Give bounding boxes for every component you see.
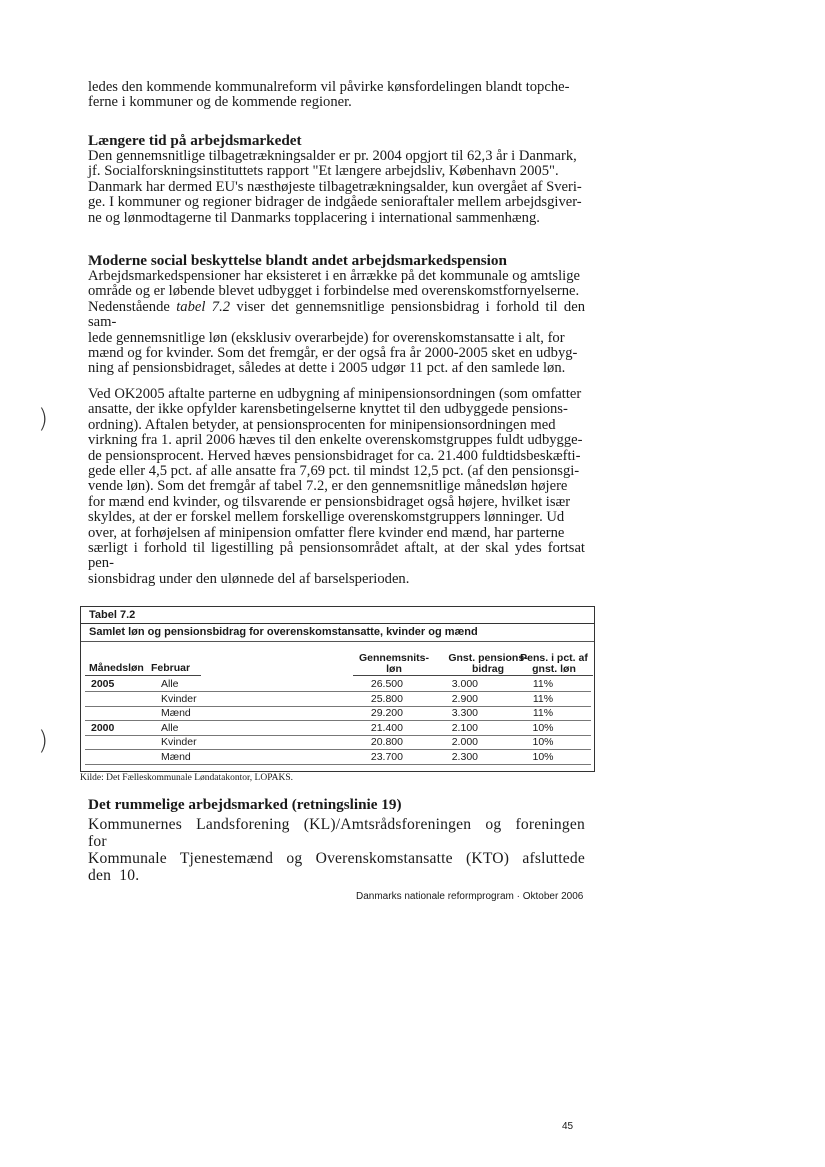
- row-pension: 3.000: [451, 678, 478, 690]
- header-line: løn: [386, 663, 402, 675]
- header-line: gnst. løn: [532, 663, 576, 675]
- row-year: 2005: [91, 678, 115, 690]
- paragraph-line: ordning). Aftalen betyder, at pensionsprocenten for minipensionsordningen med: [88, 416, 556, 433]
- row-pension: 3.300: [451, 707, 478, 719]
- row-group: Alle: [161, 721, 179, 734]
- row-group: Mænd: [161, 750, 191, 763]
- paragraph-line: vende løn). Som det fremgår af tabel 7.2, er den gennemsnitlige månedsløn højere: [88, 478, 568, 495]
- intro-paragraph: [88, 80, 585, 111]
- table-divider: [81, 623, 594, 624]
- paragraph-line: Ved OK2005 aftalte parterne en udbygning af minipensionsordningen (som omfatter: [88, 386, 582, 402]
- paragraph-line: ansatte, der ikke opfylder karensbetingelserne knyttet til den udbyggede pensions-: [88, 401, 568, 418]
- intro-line: ferne i kommuner og de kommende regioner.: [88, 94, 352, 111]
- section-paragraph-ok2005: [88, 387, 585, 587]
- paragraph-line: for mænd end kvinder, og tilsvarende er pensionsbidraget også højere, hvilket især: [88, 493, 571, 510]
- line-text: Nedenstående: [88, 298, 177, 315]
- section-paragraph-pension: [88, 269, 585, 377]
- paragraph-line: Danmark har dermed EU's næsthøjeste tilbagetrækningsalder, kun overgået af Sveri-: [88, 178, 582, 195]
- paragraph-line: ge. I kommuner og regioner bidrager de indgåede senioraftaler mellem arbejdsgiver-: [88, 194, 582, 211]
- table-reference: tabel 7.2: [176, 298, 231, 315]
- binding-hole-mark-lower: ): [38, 726, 49, 756]
- row-salary: 29.200: [370, 707, 403, 719]
- row-pct: 10%: [532, 721, 554, 734]
- table-divider: [81, 641, 594, 642]
- table-title: Samlet løn og pensionsbidrag for overenskomstansatte, kvinder og mænd: [89, 626, 478, 638]
- row-pct: 10%: [532, 750, 554, 763]
- paragraph-line: virkning fra 1. april 2006 hæves til den enkelte overenskomstgruppes fuldt udbygge-: [88, 432, 583, 449]
- paragraph-line: Kommunernes Landsforening (KL)/Amtsrådsforeningen og foreningen for: [88, 816, 585, 850]
- line-text: viser det gennemsnitlige pensionsbidrag i forhold til den sam-: [88, 298, 585, 331]
- row-pension: 2.300: [451, 750, 478, 763]
- header-underline: [353, 675, 593, 676]
- header-line: bidrag: [471, 663, 505, 675]
- paragraph-line: sionsbidrag under den ulønnede del af barselsperioden.: [88, 570, 410, 587]
- row-salary: 21.400: [370, 721, 403, 734]
- paragraph-line: skyldes, at der er forskel mellem forskellige overenskomstgruppers lønninger. Ud: [88, 509, 565, 526]
- paragraph-line: ning af pensionsbidraget, således at dette i 2005 udgør 11 pct. af den samlede løn.: [88, 360, 566, 377]
- row-group: Alle: [161, 678, 179, 690]
- paragraph-line: Den gennemsnitlige tilbagetrækningsalder er pr. 2004 opgjort til 62,3 år i Danmark,: [88, 148, 577, 164]
- row-group: Kvinder: [161, 736, 197, 748]
- table-source: Kilde: Det Fælleskommunale Løndatakontor, LOPAKS.: [80, 773, 294, 783]
- header-line: Pens. i pct. af: [520, 652, 588, 664]
- paragraph-line: ne og lønmodtagerne til Danmarks topplacering i international sammenhæng.: [88, 209, 540, 226]
- row-divider: [85, 764, 591, 765]
- row-pct: 11%: [532, 678, 554, 690]
- paragraph-line: de pensionsprocent. Herved hæves pensionsbidraget for ca. 21.400 fuldtidsbeskæfti-: [88, 447, 581, 464]
- row-group: Kvinder: [161, 692, 197, 705]
- paragraph-line: særligt i forhold til ligestilling på pensionsområdet aftalt, at der skal ydes fortsat pen-: [88, 540, 585, 572]
- table-7-2: [80, 606, 595, 772]
- paragraph-line: mænd og for kvinder. Som det fremgår, er der også fra år 2000-2005 sket en udbyg-: [88, 345, 578, 362]
- header-line: Gnst. pensions-: [448, 652, 528, 664]
- section-paragraph-kl-kto: [88, 816, 585, 884]
- paragraph-line: Kommunale Tjenestemænd og Overenskomstansatte (KTO) afsluttede den 10.: [88, 850, 585, 884]
- row-pct: 11%: [532, 707, 554, 719]
- row-pension: 2.000: [451, 736, 478, 748]
- row-year: 2000: [91, 721, 115, 734]
- row-salary: 23.700: [370, 750, 403, 763]
- header-line: Gennemsnits-: [358, 652, 429, 664]
- section-heading-longer-career: Længere tid på arbejdsmarkedet: [88, 132, 302, 149]
- row-pension: 2.100: [451, 721, 478, 734]
- row-pct: 10%: [532, 736, 554, 748]
- header-avg-salary: [349, 653, 439, 675]
- section-heading-pension: Moderne social beskyttelse blandt andet arbejdsmarkedspension: [88, 252, 507, 269]
- row-pct: 11%: [532, 692, 554, 705]
- row-salary: 20.800: [370, 736, 403, 748]
- footer-publication: Danmarks nationale reformprogram · Oktober 2006: [356, 891, 584, 902]
- binding-hole-mark-upper: ): [38, 404, 49, 434]
- paragraph-line: Arbejdsmarkedspensioner har eksisteret i en årrække på det kommunale og amtslige: [88, 268, 580, 284]
- paragraph-line: gede eller 4,5 pct. af alle ansatte fra 7,69 pct. til mindst 12,5 pct. (af den pensionsgi-: [88, 463, 580, 480]
- header-pension-pct: [509, 653, 599, 675]
- header-underline: [85, 675, 201, 676]
- section-heading-inclusive-labour-market: Det rummelige arbejdsmarked (retningslinie 19): [88, 796, 402, 813]
- paragraph-line: lede gennemsnitlige løn (eksklusiv overarbejde) for overenskomstansatte i alt, for: [88, 329, 565, 346]
- row-group: Mænd: [161, 707, 191, 719]
- paragraph-line: [88, 300, 585, 331]
- paragraph-line: over, at forhøjelsen af minipension omfatter flere kvinder end mænd, har parterne: [88, 524, 565, 541]
- row-pension: 2.900: [451, 692, 478, 705]
- intro-line: ledes den kommende kommunalreform vil påvirke kønsfordelingen blandt topche-: [88, 79, 570, 95]
- header-monthly-salary: Månedsløn: [89, 662, 144, 674]
- paragraph-line: område og er løbende blevet udbygget i forbindelse med overenskomstfornyelserne.: [88, 283, 580, 300]
- page-number: 45: [562, 1121, 574, 1132]
- row-salary: 26.500: [370, 678, 403, 690]
- header-february: Februar: [151, 662, 191, 674]
- paragraph-line: jf. Socialforskningsinstituttets rapport "Et længere arbejdsliv, København 2005".: [88, 163, 559, 180]
- row-salary: 25.800: [370, 692, 403, 705]
- table-label: Tabel 7.2: [89, 609, 136, 621]
- section-paragraph-retirement: [88, 149, 585, 226]
